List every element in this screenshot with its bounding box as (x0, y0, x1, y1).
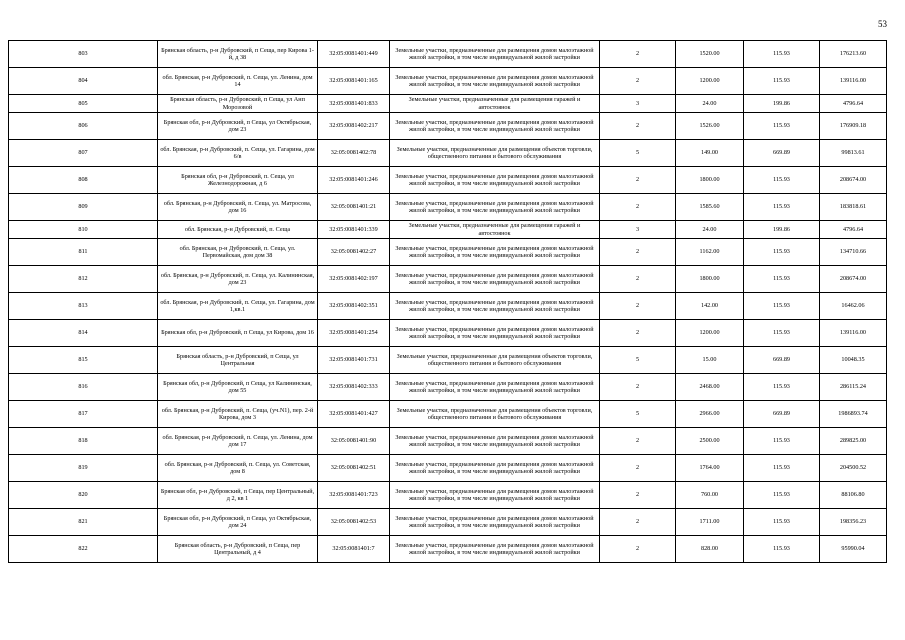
row-number: 814 (9, 320, 158, 347)
group-cell: 2 (600, 113, 676, 140)
area-cell: 1585.60 (676, 194, 744, 221)
group-cell: 2 (600, 509, 676, 536)
cadastral-value-cell: 289825.00 (820, 428, 887, 455)
row-number: 822 (9, 536, 158, 563)
cadastral-value-cell: 139116.00 (820, 320, 887, 347)
table-row (9, 509, 887, 536)
land-use-cell: Земельные участки, предназначенные для размещения домов малоэтажной жилой застройки, в том числе индивидуальной жилой застройки (390, 194, 600, 221)
land-plot-table (8, 40, 887, 563)
cadastral-number-cell: 32:05:0081401:90 (318, 428, 390, 455)
row-number: 810 (9, 221, 158, 239)
area-cell: 24.00 (676, 221, 744, 239)
unit-value-cell: 115.93 (744, 509, 820, 536)
land-use-cell: Земельные участки, предназначенные для размещения гаражей и автостоянок (390, 95, 600, 113)
cadastral-number-cell: 32:05:0081401:339 (318, 221, 390, 239)
group-cell: 2 (600, 320, 676, 347)
cadastral-number-cell: 32:05:0081401:723 (318, 482, 390, 509)
area-cell: 760.00 (676, 482, 744, 509)
row-number: 812 (9, 266, 158, 293)
address-cell: Брянская область, р-н Дубровский, п Сеща, ул Центральная (158, 347, 318, 374)
area-cell: 1526.00 (676, 113, 744, 140)
table-row (9, 482, 887, 509)
table-row (9, 455, 887, 482)
row-number: 809 (9, 194, 158, 221)
cadastral-value-cell: 134710.66 (820, 239, 887, 266)
table-row (9, 68, 887, 95)
cadastral-value-cell: 95990.04 (820, 536, 887, 563)
page-number: 53 (878, 19, 887, 29)
group-cell: 2 (600, 266, 676, 293)
land-use-cell: Земельные участки, предназначенные для размещения домов малоэтажной жилой застройки, в том числе индивидуальной жилой застройки (390, 320, 600, 347)
address-cell: обл. Брянская, р-н Дубровский, п. Сеща, ул. Советская, дом 8 (158, 455, 318, 482)
address-cell: Брянская обл, р-н Дубровский, п Сеща, ул Октябрьская, дом 23 (158, 113, 318, 140)
cadastral-value-cell: 139116.00 (820, 68, 887, 95)
cadastral-number-cell: 32:05:0081401:21 (318, 194, 390, 221)
row-number: 818 (9, 428, 158, 455)
group-cell: 2 (600, 194, 676, 221)
land-use-cell: Земельные участки, предназначенные для размещения домов малоэтажной жилой застройки, в том числе индивидуальной жилой застройки (390, 239, 600, 266)
address-cell: Брянская обл, р-н Дубровский, п Сеща, ул Калининская, дом 55 (158, 374, 318, 401)
row-number: 807 (9, 140, 158, 167)
cadastral-value-cell: 286115.24 (820, 374, 887, 401)
group-cell: 5 (600, 401, 676, 428)
row-number: 819 (9, 455, 158, 482)
table-row (9, 536, 887, 563)
unit-value-cell: 669.89 (744, 401, 820, 428)
group-cell: 3 (600, 221, 676, 239)
row-number: 806 (9, 113, 158, 140)
unit-value-cell: 115.93 (744, 41, 820, 68)
group-cell: 3 (600, 95, 676, 113)
row-number: 811 (9, 239, 158, 266)
table-row (9, 194, 887, 221)
row-number: 805 (9, 95, 158, 113)
land-use-cell: Земельные участки, предназначенные для размещения домов малоэтажной жилой застройки, в том числе индивидуальной жилой застройки (390, 41, 600, 68)
area-cell: 2468.00 (676, 374, 744, 401)
cadastral-number-cell: 32:05:0081401:165 (318, 68, 390, 95)
row-number: 820 (9, 482, 158, 509)
cadastral-number-cell: 32:05:0081402:197 (318, 266, 390, 293)
table-row (9, 113, 887, 140)
table-row (9, 401, 887, 428)
area-cell: 828.00 (676, 536, 744, 563)
area-cell: 1200.00 (676, 68, 744, 95)
row-number: 808 (9, 167, 158, 194)
table-row (9, 320, 887, 347)
table-row (9, 167, 887, 194)
area-cell: 24.00 (676, 95, 744, 113)
address-cell: обл. Брянская, р-н Дубровский, п. Сеща, ул. Первомайская, дом дом 38 (158, 239, 318, 266)
area-cell: 1162.00 (676, 239, 744, 266)
area-cell: 2966.00 (676, 401, 744, 428)
cadastral-number-cell: 32:05:0081402:51 (318, 455, 390, 482)
cadastral-number-cell: 32:05:0081401:427 (318, 401, 390, 428)
cadastral-value-cell: 16462.06 (820, 293, 887, 320)
area-cell: 1800.00 (676, 266, 744, 293)
unit-value-cell: 115.93 (744, 455, 820, 482)
unit-value-cell: 115.93 (744, 482, 820, 509)
group-cell: 2 (600, 455, 676, 482)
unit-value-cell: 199.86 (744, 95, 820, 113)
row-number: 816 (9, 374, 158, 401)
table-row (9, 293, 887, 320)
address-cell: Брянская обл, р-н Дубровский, п Сеща, ул Кирова, дом 16 (158, 320, 318, 347)
table-row (9, 266, 887, 293)
unit-value-cell: 115.93 (744, 266, 820, 293)
cadastral-value-cell: 88106.80 (820, 482, 887, 509)
group-cell: 2 (600, 41, 676, 68)
address-cell: Брянская обл, р-н Дубровский, п Сеща, пер Центральный, д 2, кв 1 (158, 482, 318, 509)
area-cell: 15.00 (676, 347, 744, 374)
cadastral-number-cell: 32:05:0081401:731 (318, 347, 390, 374)
land-use-cell: Земельные участки, предназначенные для размещения домов малоэтажной жилой застройки, в том числе индивидуальной жилой застройки (390, 455, 600, 482)
cadastral-value-cell: 204500.52 (820, 455, 887, 482)
group-cell: 2 (600, 374, 676, 401)
table-row (9, 347, 887, 374)
land-use-cell: Земельные участки, предназначенные для размещения домов малоэтажной жилой застройки, в том числе индивидуальной жилой застройки (390, 509, 600, 536)
group-cell: 2 (600, 428, 676, 455)
area-cell: 2500.00 (676, 428, 744, 455)
cadastral-number-cell: 32:05:0081402:78 (318, 140, 390, 167)
cadastral-number-cell: 32:05:0081401:254 (318, 320, 390, 347)
table-row (9, 95, 887, 113)
row-number: 817 (9, 401, 158, 428)
address-cell: Брянская область, р-н Дубровский, п Сеща, пер Центральный, д 4 (158, 536, 318, 563)
cadastral-value-cell: 10048.35 (820, 347, 887, 374)
cadastral-number-cell: 32:05:0081402:333 (318, 374, 390, 401)
cadastral-value-cell: 198356.23 (820, 509, 887, 536)
address-cell: Брянская обл, р-н Дубровский, п Сеща, ул Октябрьская, дом 24 (158, 509, 318, 536)
address-cell: обл. Брянская, р-н Дубровский, п. Сеща, (уч.N1), пер. 2-й Кирова, дом 3 (158, 401, 318, 428)
cadastral-number-cell: 32:05:0081401:246 (318, 167, 390, 194)
land-use-cell: Земельные участки, предназначенные для размещения объектов торговли, общественного питания и бытового обслуживания (390, 347, 600, 374)
cadastral-value-cell: 208674.00 (820, 167, 887, 194)
group-cell: 2 (600, 68, 676, 95)
address-cell: обл. Брянская, р-н Дубровский, п. Сеща, ул. Калининская, дом 23 (158, 266, 318, 293)
area-cell: 1520.00 (676, 41, 744, 68)
land-use-cell: Земельные участки, предназначенные для размещения домов малоэтажной жилой застройки, в том числе индивидуальной жилой застройки (390, 482, 600, 509)
unit-value-cell: 115.93 (744, 293, 820, 320)
cadastral-value-cell: 4796.64 (820, 221, 887, 239)
cadastral-value-cell: 176213.60 (820, 41, 887, 68)
cadastral-value-cell: 4796.64 (820, 95, 887, 113)
address-cell: обл. Брянская, р-н Дубровский, п. Сеща, ул. Гагарина, дом 6/в (158, 140, 318, 167)
table-row (9, 239, 887, 266)
cadastral-value-cell: 1986893.74 (820, 401, 887, 428)
land-use-cell: Земельные участки, предназначенные для размещения домов малоэтажной жилой застройки, в том числе индивидуальной жилой застройки (390, 68, 600, 95)
unit-value-cell: 115.93 (744, 536, 820, 563)
cadastral-number-cell: 32:05:0081401:833 (318, 95, 390, 113)
cadastral-value-cell: 208674.00 (820, 266, 887, 293)
unit-value-cell: 115.93 (744, 428, 820, 455)
area-cell: 1800.00 (676, 167, 744, 194)
unit-value-cell: 669.89 (744, 347, 820, 374)
row-number: 804 (9, 68, 158, 95)
group-cell: 2 (600, 482, 676, 509)
group-cell: 2 (600, 536, 676, 563)
unit-value-cell: 115.93 (744, 239, 820, 266)
unit-value-cell: 115.93 (744, 68, 820, 95)
cadastral-number-cell: 32:05:0081402:217 (318, 113, 390, 140)
address-cell: Брянская обл, р-н Дубровский, п. Сеща, ул Железнодорожная, д 6 (158, 167, 318, 194)
area-cell: 1764.00 (676, 455, 744, 482)
row-number: 821 (9, 509, 158, 536)
land-use-cell: Земельные участки, предназначенные для размещения домов малоэтажной жилой застройки, в том числе индивидуальной жилой застройки (390, 428, 600, 455)
land-use-cell: Земельные участки, предназначенные для размещения гаражей и автостоянок (390, 221, 600, 239)
land-use-cell: Земельные участки, предназначенные для размещения домов малоэтажной жилой застройки, в том числе индивидуальной жилой застройки (390, 293, 600, 320)
land-use-cell: Земельные участки, предназначенные для размещения домов малоэтажной жилой застройки, в том числе индивидуальной жилой застройки (390, 167, 600, 194)
address-cell: обл. Брянская, р-н Дубровский, п. Сеща, ул. Ленина, дом дом 17 (158, 428, 318, 455)
land-use-cell: Земельные участки, предназначенные для размещения объектов торговли, общественного питания и бытового обслуживания (390, 140, 600, 167)
cadastral-number-cell: 32:05:0081402:351 (318, 293, 390, 320)
unit-value-cell: 115.93 (744, 320, 820, 347)
area-cell: 1200.00 (676, 320, 744, 347)
group-cell: 2 (600, 239, 676, 266)
unit-value-cell: 115.93 (744, 167, 820, 194)
table-row (9, 140, 887, 167)
cadastral-value-cell: 183818.61 (820, 194, 887, 221)
row-number: 813 (9, 293, 158, 320)
group-cell: 2 (600, 167, 676, 194)
land-use-cell: Земельные участки, предназначенные для размещения домов малоэтажной жилой застройки, в том числе индивидуальной жилой застройки (390, 266, 600, 293)
address-cell: Брянская область, р-н Дубровский, п Сеща, пер Кирова 1-й, д 38 (158, 41, 318, 68)
cadastral-number-cell: 32:05:0081402:53 (318, 509, 390, 536)
cadastral-number-cell: 32:05:0081401:7 (318, 536, 390, 563)
unit-value-cell: 115.93 (744, 374, 820, 401)
group-cell: 5 (600, 347, 676, 374)
area-cell: 142.00 (676, 293, 744, 320)
address-cell: обл. Брянская, р-н Дубровский, п. Сеща, ул. Матросова, дом 16 (158, 194, 318, 221)
cadastral-number-cell: 32:05:0081402:27 (318, 239, 390, 266)
unit-value-cell: 669.89 (744, 140, 820, 167)
land-use-cell: Земельные участки, предназначенные для размещения домов малоэтажной жилой застройки, в том числе индивидуальной жилой застройки (390, 536, 600, 563)
address-cell: Брянская область, р-н Дубровский, п Сеща, ул Анп Морозовой (158, 95, 318, 113)
table-row (9, 221, 887, 239)
unit-value-cell: 199.86 (744, 221, 820, 239)
land-use-cell: Земельные участки, предназначенные для размещения объектов торговли, общественного питания и бытового обслуживания (390, 401, 600, 428)
land-use-cell: Земельные участки, предназначенные для размещения домов малоэтажной жилой застройки, в том числе индивидуальной жилой застройки (390, 113, 600, 140)
row-number: 815 (9, 347, 158, 374)
table-row (9, 374, 887, 401)
area-cell: 1711.00 (676, 509, 744, 536)
table-row (9, 41, 887, 68)
cadastral-value-cell: 99813.61 (820, 140, 887, 167)
unit-value-cell: 115.93 (744, 194, 820, 221)
land-use-cell: Земельные участки, предназначенные для размещения домов малоэтажной жилой застройки, в том числе индивидуальной жилой застройки (390, 374, 600, 401)
group-cell: 2 (600, 293, 676, 320)
table-body (9, 41, 887, 563)
unit-value-cell: 115.93 (744, 113, 820, 140)
address-cell: обл. Брянская, р-н Дубровский, п. Сеща, ул. Гагарина, дом 1,кв.1 (158, 293, 318, 320)
area-cell: 149.00 (676, 140, 744, 167)
cadastral-number-cell: 32:05:0081401:449 (318, 41, 390, 68)
row-number: 803 (9, 41, 158, 68)
table-row (9, 428, 887, 455)
address-cell: обл. Брянская, р-н Дубровский, п. Сеща (158, 221, 318, 239)
group-cell: 5 (600, 140, 676, 167)
cadastral-value-cell: 176909.18 (820, 113, 887, 140)
address-cell: обл. Брянская, р-н Дубровский, п. Сеща, ул. Ленина, дом 14 (158, 68, 318, 95)
